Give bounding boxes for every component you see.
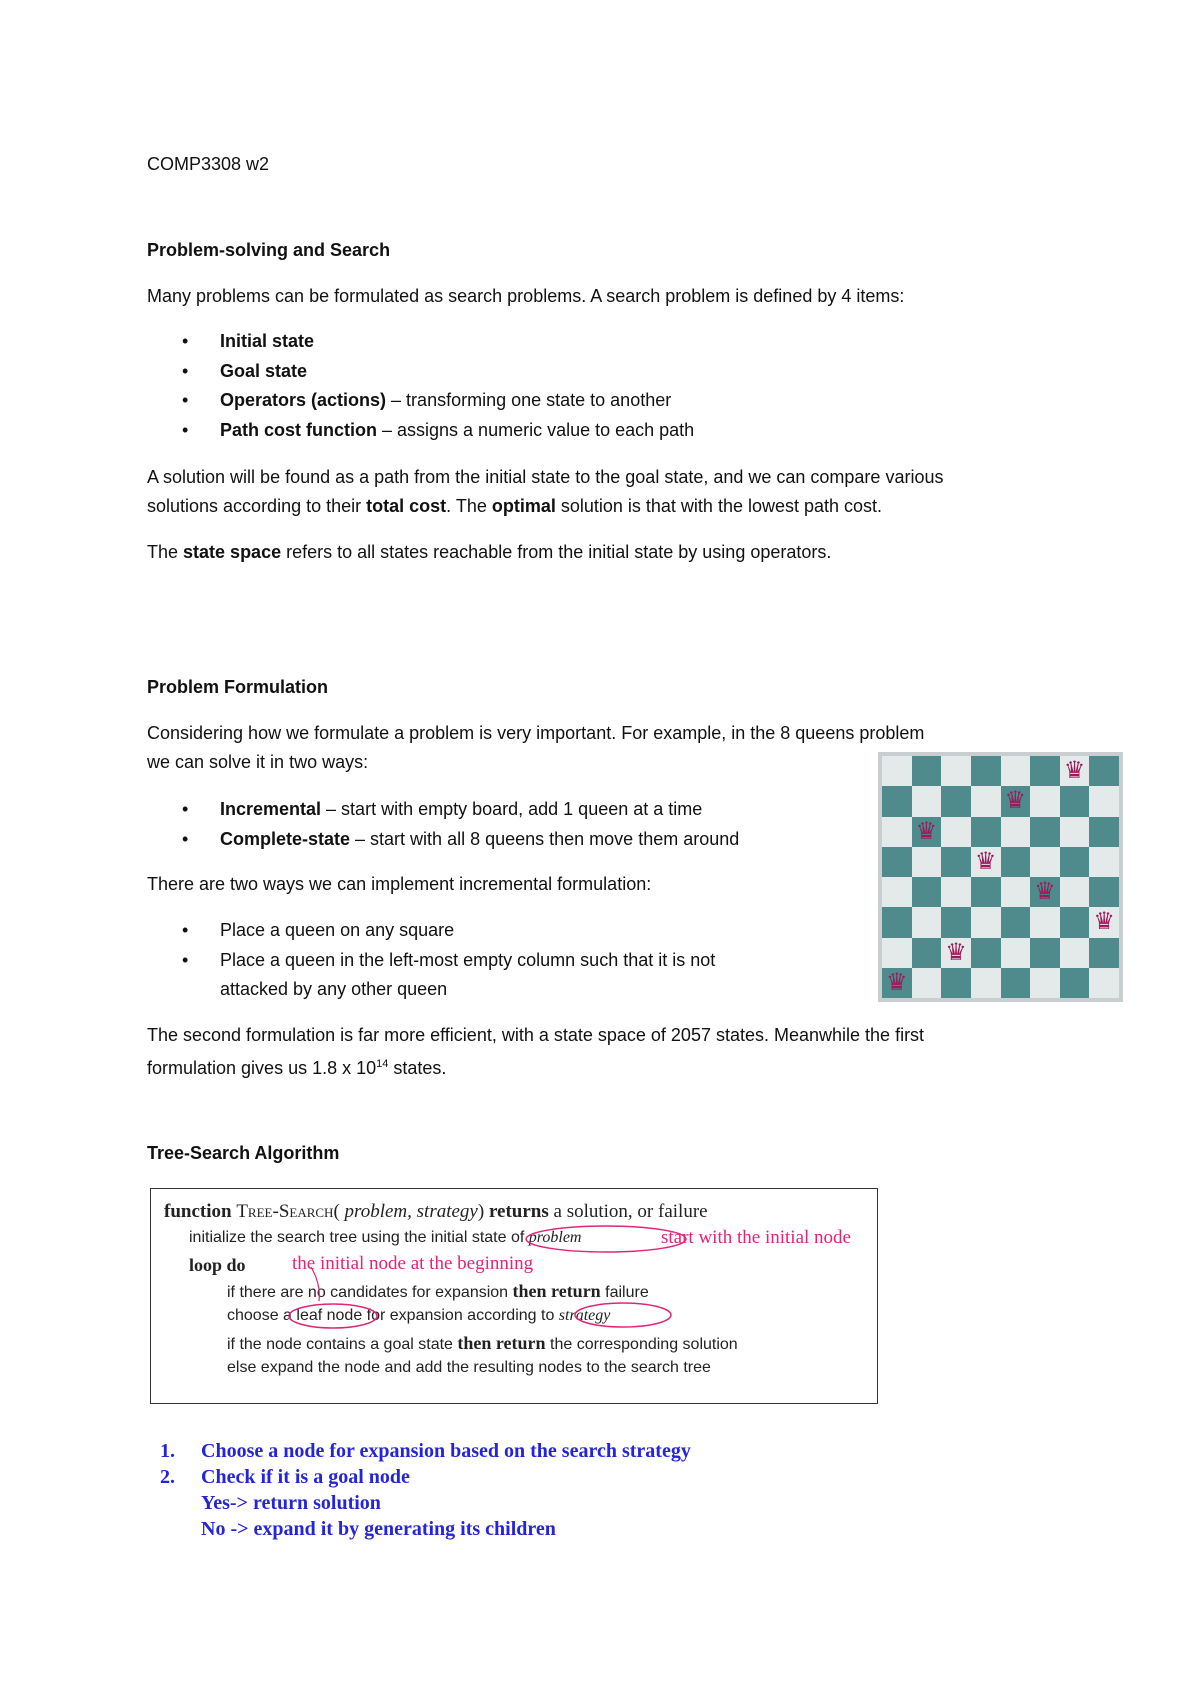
board-square [941, 786, 971, 816]
board-square [912, 907, 942, 937]
algo-line-2: initialize the search tree using the initial state of problem [189, 1229, 582, 1246]
queen-icon: ♛ [1034, 878, 1056, 906]
algo-line-4: if there are no candidates for expansion then return failure [227, 1281, 649, 1301]
formulation-intro: Considering how we formulate a problem is very important. For example, in the 8 queens problem we can solve it in two ways: [147, 723, 925, 772]
board-square [882, 847, 912, 877]
queen-icon: ♛ [915, 817, 938, 845]
board-square [971, 817, 1001, 847]
board-square [912, 847, 942, 877]
board-square [1089, 756, 1119, 786]
board-square [971, 756, 1001, 786]
board-square [1089, 907, 1119, 937]
annotation-start-initial-node: start with the initial node [661, 1227, 851, 1248]
step-1-number: 1. [160, 1440, 175, 1462]
board-square [941, 756, 971, 786]
board-square [971, 938, 1001, 968]
conclusion-paragraph: The second formulation is far more efficient, with a state space of 2057 states. Meanwhile the first formulation gives us 1.8 x $10^{14}$ states. [147, 1025, 925, 1078]
list-item: • Goal state [147, 357, 1047, 387]
queen-icon: ♛ [945, 938, 967, 966]
board-square [1030, 817, 1060, 847]
board-square [882, 786, 912, 816]
board-square [971, 968, 1001, 998]
board-square [1001, 907, 1031, 937]
list-item: • Place a queen on any square [147, 916, 867, 946]
board-square [1089, 877, 1119, 907]
board-square [1089, 968, 1119, 998]
solution-paragraph: A solution will be found as a path from the initial state to the goal state, and we can compare various solutions according to their total cost. The optimal solution is that with the lowest path cost. [147, 467, 944, 516]
board-square [882, 817, 912, 847]
board-square [1089, 817, 1119, 847]
state-space-paragraph: The state space refers to all states reachable from the initial state by using operators. [147, 542, 832, 562]
algo-line-7: else expand the node and add the resulting nodes to the search tree [227, 1359, 711, 1376]
implementation-intro: There are two ways we can implement incremental formulation: [147, 874, 652, 894]
board-square [1060, 817, 1090, 847]
step-2-yes: Yes-> return solution [201, 1492, 381, 1514]
board-square [1089, 938, 1119, 968]
section-heading-problem-solving: Problem-solving and Search [147, 240, 391, 260]
algo-line-3: loop do [189, 1255, 246, 1275]
board-square [1060, 938, 1090, 968]
board-square [1060, 786, 1090, 816]
board-square [971, 847, 1001, 877]
annotation-initial-node-beginning: the initial node at the beginning [292, 1253, 534, 1274]
section1-intro: Many problems can be formulated as search problems. A search problem is defined by 4 items: [147, 286, 905, 306]
eight-queens-board [878, 752, 1123, 1002]
board-square [912, 817, 942, 847]
list-item: • Path cost function – assigns a numeric value to each path [147, 416, 1047, 446]
board-square [1001, 817, 1031, 847]
algo-line-5: choose a leaf node for expansion according to strategy [227, 1307, 611, 1324]
board-square [971, 877, 1001, 907]
board-square [1089, 786, 1119, 816]
board-square [912, 968, 942, 998]
board-square [912, 938, 942, 968]
queen-icon: ♛ [1004, 787, 1027, 815]
course-title: COMP3308 w2 [147, 154, 270, 174]
step-2-no: No -> expand it by generating its children [201, 1518, 556, 1540]
board-square [882, 877, 912, 907]
board-square [1089, 847, 1119, 877]
board-square [912, 877, 942, 907]
step-2-number: 2. [160, 1466, 175, 1488]
board-square [1060, 877, 1090, 907]
list-item: • Complete-state – start with all 8 queens then move them around [147, 825, 867, 855]
formulation-ways-list [147, 795, 867, 854]
list-item: • Place a queen in the left-most empty column such that it is not attacked by any other queen [147, 946, 867, 1005]
board-square [1001, 877, 1031, 907]
board-square [1001, 756, 1031, 786]
board-square [882, 938, 912, 968]
queen-icon: ♛ [886, 968, 908, 996]
board-square [882, 756, 912, 786]
step-1-text: Choose a node for expansion based on the search strategy [201, 1440, 691, 1462]
implementation-list [147, 916, 867, 1005]
board-square [1030, 968, 1060, 998]
board-square [1030, 756, 1060, 786]
board-square [1030, 786, 1060, 816]
board-square [912, 756, 942, 786]
queen-icon: ♛ [974, 847, 997, 875]
board-square [971, 907, 1001, 937]
algo-line-1: function Tree-Search( problem, strategy) returns a solution, or failure [164, 1201, 708, 1222]
board-square [1060, 968, 1090, 998]
board-square [882, 968, 912, 998]
board-square [1001, 968, 1031, 998]
board-square [1030, 938, 1060, 968]
search-items-list [147, 327, 1047, 445]
board-square [1001, 847, 1031, 877]
board-square [1030, 847, 1060, 877]
board-square [1030, 877, 1060, 907]
board-square [1060, 847, 1090, 877]
list-item: • Operators (actions) – transforming one state to another [147, 386, 1047, 416]
board-square [941, 877, 971, 907]
board-square [1060, 756, 1090, 786]
list-item: • Incremental – start with empty board, add 1 queen at a time [147, 795, 867, 825]
list-item: • Initial state [147, 327, 1047, 357]
queen-icon: ♛ [1093, 908, 1115, 936]
board-grid [882, 756, 1119, 998]
algo-line-6: if the node contains a goal state then return the corresponding solution [227, 1333, 738, 1353]
board-square [941, 938, 971, 968]
board-square [1060, 907, 1090, 937]
board-square [912, 786, 942, 816]
section-heading-tree-search: Tree-Search Algorithm [147, 1143, 340, 1163]
board-square [941, 907, 971, 937]
board-square [971, 786, 1001, 816]
board-square [882, 907, 912, 937]
board-square [1030, 907, 1060, 937]
board-square [1001, 786, 1031, 816]
tree-search-pseudocode [150, 1188, 878, 1404]
board-square [941, 968, 971, 998]
section-heading-problem-formulation: Problem Formulation [147, 677, 329, 697]
board-square [1001, 938, 1031, 968]
queen-icon: ♛ [1063, 757, 1086, 785]
step-2-text: Check if it is a goal node [201, 1466, 410, 1488]
board-square [941, 847, 971, 877]
board-square [941, 817, 971, 847]
